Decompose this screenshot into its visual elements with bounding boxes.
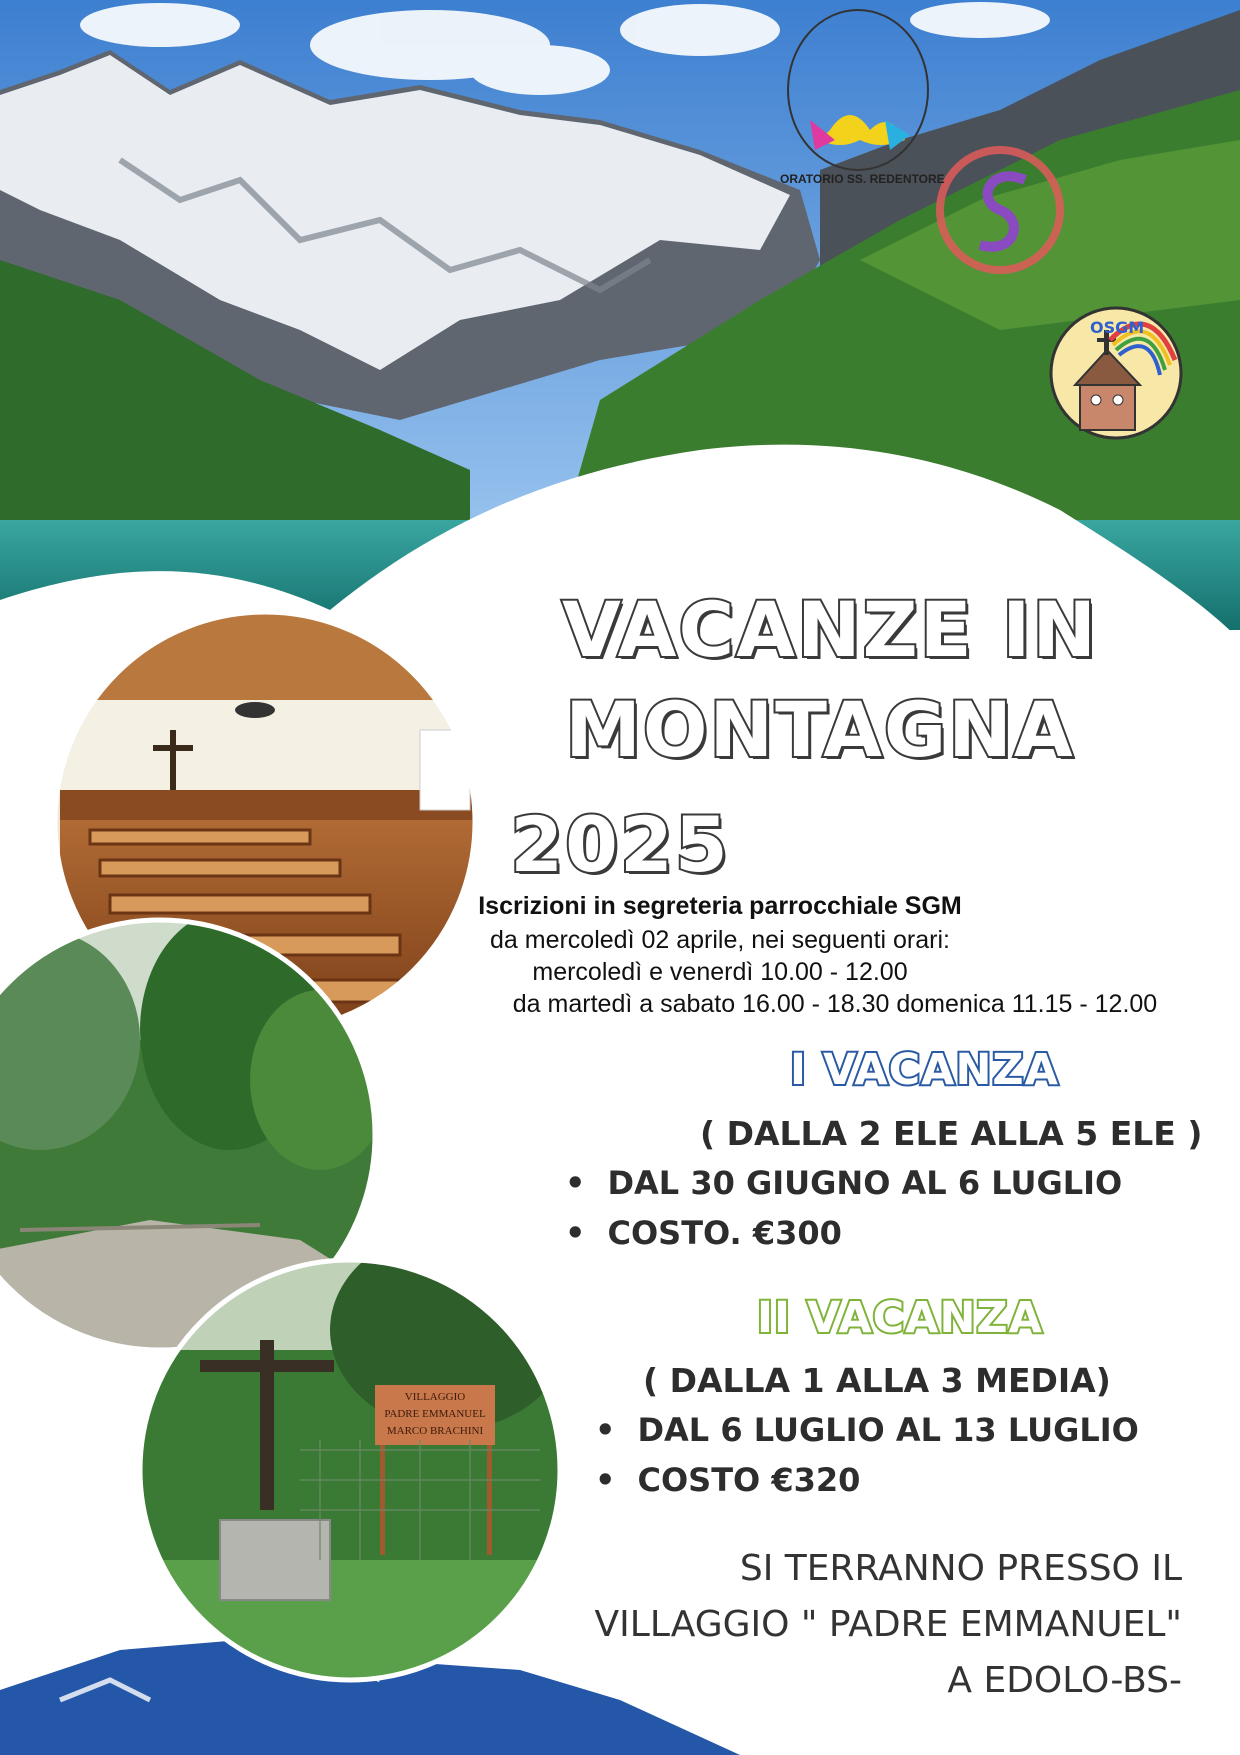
bullet-icon: • <box>565 1164 586 1202</box>
vacation1-dates: DAL 30 GIUGNO AL 6 LUGLIO <box>607 1164 1123 1202</box>
oratorio-logo-caption: ORATORIO SS. REDENTORE <box>780 172 945 186</box>
village-sign-line2: PADRE EMMANUEL <box>384 1408 486 1420</box>
title-line-3: 2025 <box>510 800 730 889</box>
info-line-2: mercoledì e venerdì 10.00 - 12.00 <box>532 958 908 986</box>
vacation2-title: II VACANZA <box>757 1293 1043 1343</box>
osgm-logo-label: OSGM <box>1090 318 1145 337</box>
vacation1-cost: COSTO. €300 <box>607 1214 842 1252</box>
bullet-icon: • <box>595 1461 616 1499</box>
vacation2-dates-item <box>595 1411 1139 1449</box>
vacation2-cost-item <box>595 1461 860 1499</box>
village-sign-line3: MARCO BRACHINI <box>386 1425 484 1437</box>
vacation1-ages: ( DALLA 2 ELE ALLA 5 ELE ) <box>700 1114 1203 1153</box>
vacation2-cost: COSTO €320 <box>637 1461 861 1499</box>
bullet-icon: • <box>595 1411 616 1449</box>
vacation2-dates: DAL 6 LUGLIO AL 13 LUGLIO <box>637 1411 1139 1449</box>
footer-line-1: SI TERRANNO PRESSO IL <box>739 1548 1182 1589</box>
vacation1-title: I VACANZA <box>790 1045 1059 1095</box>
footer-line-3: A EDOLO-BS- <box>947 1660 1182 1701</box>
bullet-icon: • <box>565 1214 586 1252</box>
vacation1-dates-item <box>565 1164 1122 1202</box>
title-line-1: VACANZE IN <box>561 585 1099 674</box>
village-sign-line1: VILLAGGIO <box>404 1391 466 1403</box>
vacation1-cost-item <box>565 1214 842 1252</box>
info-heading: Iscrizioni in segreteria parrocchiale SGM <box>478 892 962 920</box>
footer-line-2: VILLAGGIO " PADRE EMMANUEL" <box>594 1604 1182 1645</box>
title-line-2: MONTAGNA <box>565 685 1075 774</box>
info-line-1: da mercoledì 02 aprile, nei seguenti orari: <box>490 926 950 954</box>
vacation2-ages: ( DALLA 1 ALLA 3 MEDIA) <box>643 1361 1111 1400</box>
info-line-3: da martedì a sabato 16.00 - 18.30 domenica 11.15 - 12.00 <box>512 990 1158 1018</box>
